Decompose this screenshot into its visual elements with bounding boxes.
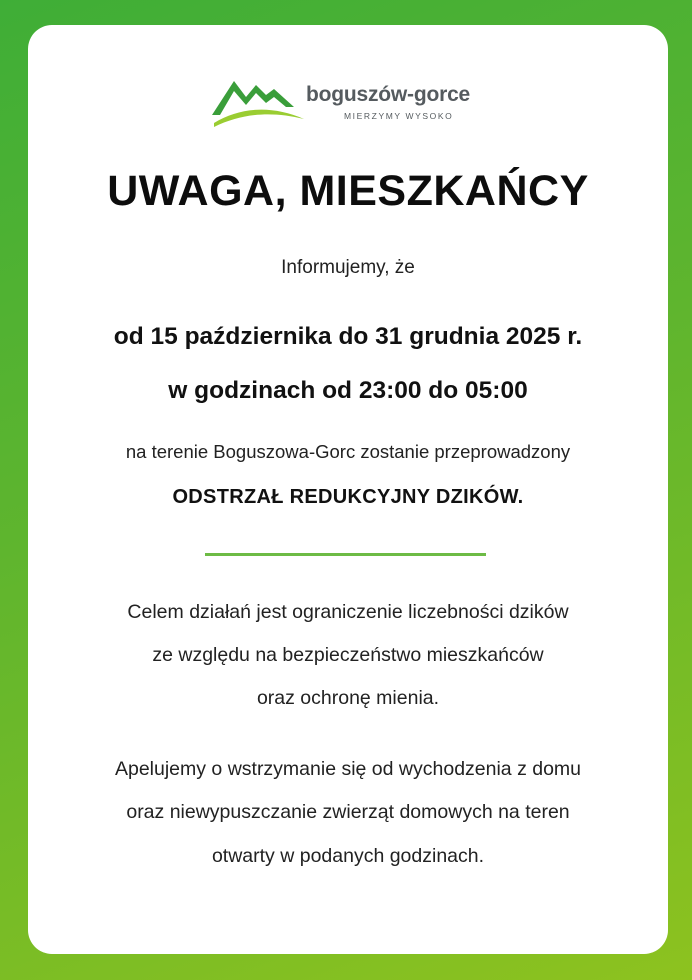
hours: w godzinach od 23:00 do 05:00 xyxy=(168,377,528,404)
mountains-logo-icon xyxy=(210,71,306,129)
date-range: od 15 października do 31 grudnia 2025 r. xyxy=(113,323,583,350)
appeal-line: Apelujemy o wstrzymanie się od wychodzenia z domu xyxy=(114,758,582,780)
logo-name: boguszów-gorce xyxy=(306,83,471,106)
purpose-line: oraz ochronę mienia. xyxy=(256,687,440,709)
logo-slogan: MIERZYMY WYSOKO xyxy=(344,111,454,121)
location-info: na terenie Boguszowa-Gorc zostanie przeprowadzony xyxy=(125,441,571,462)
logo xyxy=(210,71,500,129)
intro-text: Informujemy, że xyxy=(281,257,415,278)
appeal-line: oraz niewypuszczanie zwierząt domowych na teren xyxy=(126,801,570,823)
action-title: ODSTRZAŁ REDUKCYJNY DZIKÓW. xyxy=(172,486,524,508)
purpose-line: Celem działań jest ograniczenie liczebności dzików xyxy=(127,601,569,623)
appeal-line: otwarty w podanych godzinach. xyxy=(211,845,485,867)
notice-card xyxy=(28,25,668,954)
divider xyxy=(205,553,486,556)
purpose-line: ze względu na bezpieczeństwo mieszkańców xyxy=(152,644,544,666)
headline: UWAGA, MIESZKAŃCY xyxy=(107,167,589,215)
